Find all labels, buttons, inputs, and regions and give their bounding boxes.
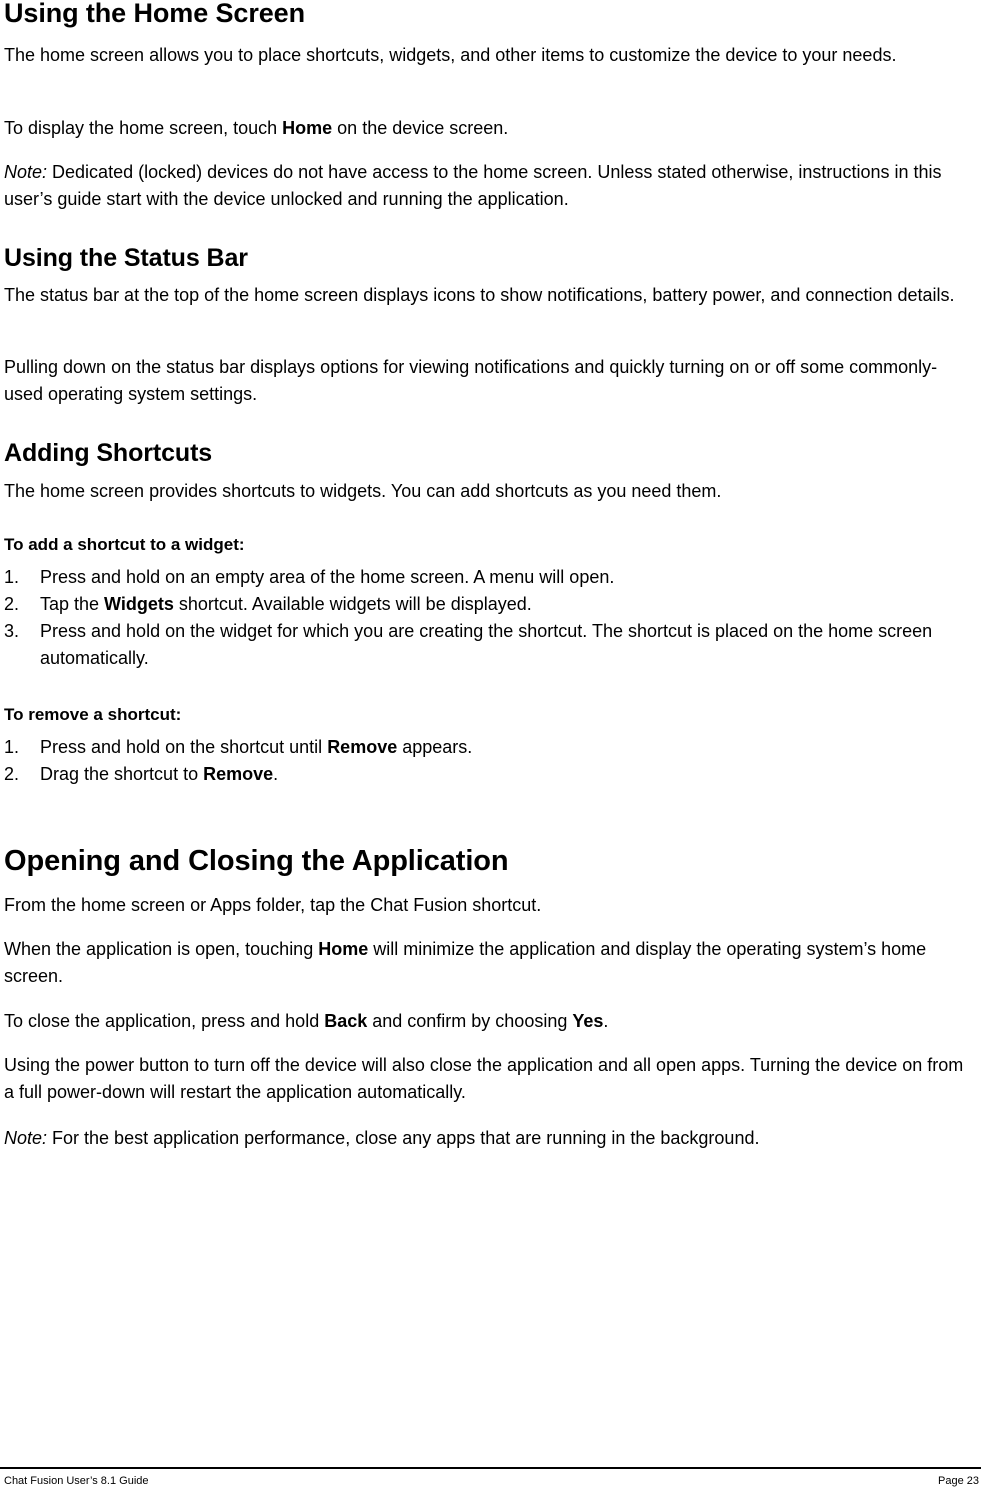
step-number: 2. (4, 764, 20, 784)
note-text: Dedicated (locked) devices do not have access to the home screen. Unless stated otherwise, instructions in this user’s guide start with the device unlocked and running the application. (4, 162, 942, 209)
text-run: will minimize the application and display the operating system’s home screen. (4, 939, 927, 986)
text-run: Drag the shortcut to (40, 764, 204, 784)
status-bar-paragraph-2: Pulling down on the status bar displays options for viewing notifications and quickly turning on or off some commonly-used operating system settings. (4, 357, 938, 404)
step-number: 1. (4, 737, 20, 757)
bold-term-remove: Remove (203, 764, 274, 784)
text-run: . (603, 1011, 609, 1031)
step-number: 1. (4, 567, 20, 587)
bold-term-home: Home (318, 939, 369, 959)
footer-divider (0, 1467, 981, 1469)
remove-shortcut-heading: To remove a shortcut: (4, 705, 182, 724)
bold-term-widgets: Widgets (104, 594, 174, 614)
text-run: on the device screen. (332, 118, 509, 138)
text-run: shortcut. Available widgets will be displayed. (173, 594, 532, 614)
opening-paragraph-4: Using the power button to turn off the device will also close the application and all open apps. Turning the device on from a full power-down will restart the application automatically. (4, 1055, 964, 1102)
shortcuts-paragraph-1: The home screen provides shortcuts to widgets. You can add shortcuts as you need them. (4, 481, 722, 501)
opening-note (4, 1125, 970, 1152)
bold-term-remove: Remove (327, 737, 398, 757)
list-item (4, 761, 970, 788)
list-item (4, 564, 970, 591)
opening-paragraph-3 (4, 1008, 970, 1035)
note-label: Note: (4, 162, 48, 182)
section-title-opening-closing: Opening and Closing the Application (4, 845, 509, 877)
text-run: and confirm by choosing (367, 1011, 573, 1031)
list-item (4, 591, 970, 618)
opening-paragraph-2 (4, 936, 970, 990)
section-title-adding-shortcuts: Adding Shortcuts (4, 439, 213, 467)
remove-shortcut-steps (4, 734, 970, 788)
add-shortcut-heading: To add a shortcut to a widget: (4, 535, 245, 554)
home-paragraph-2 (4, 115, 970, 142)
note-label: Note: (4, 1128, 48, 1148)
text-run: When the application is open, touching (4, 939, 319, 959)
text-run: appears. (397, 737, 473, 757)
text-run: To display the home screen, touch (4, 118, 283, 138)
home-note (4, 159, 970, 213)
text-run: . (273, 764, 279, 784)
bold-term-home: Home (282, 118, 333, 138)
step-number: 2. (4, 594, 20, 614)
section-title-status-bar: Using the Status Bar (4, 244, 248, 272)
text-run: Press and hold on the shortcut until (40, 737, 328, 757)
bold-term-yes: Yes (572, 1011, 604, 1031)
section-title-home-screen: Using the Home Screen (4, 0, 305, 28)
text-run: To close the application, press and hold (4, 1011, 325, 1031)
footer-guide-title: Chat Fusion User’s 8.1 Guide (4, 1475, 149, 1487)
footer-page-number: Page 23 (938, 1475, 979, 1487)
list-item (4, 618, 970, 672)
step-number: 3. (4, 621, 20, 641)
home-paragraph-1: The home screen allows you to place shortcuts, widgets, and other items to customize the device to your needs. (4, 45, 897, 65)
step-text: Press and hold on the widget for which you are creating the shortcut. The shortcut is placed on the home screen automatically. (40, 621, 933, 668)
status-bar-paragraph-1: The status bar at the top of the home screen displays icons to show notifications, battery power, and connection details. (4, 285, 955, 305)
text-run: Tap the (40, 594, 105, 614)
step-text: Press and hold on an empty area of the home screen. A menu will open. (40, 567, 615, 587)
add-shortcut-steps (4, 564, 970, 672)
opening-paragraph-1: From the home screen or Apps folder, tap the Chat Fusion shortcut. (4, 895, 542, 915)
list-item (4, 734, 970, 761)
note-text: For the best application performance, close any apps that are running in the background. (47, 1128, 760, 1148)
bold-term-back: Back (324, 1011, 368, 1031)
